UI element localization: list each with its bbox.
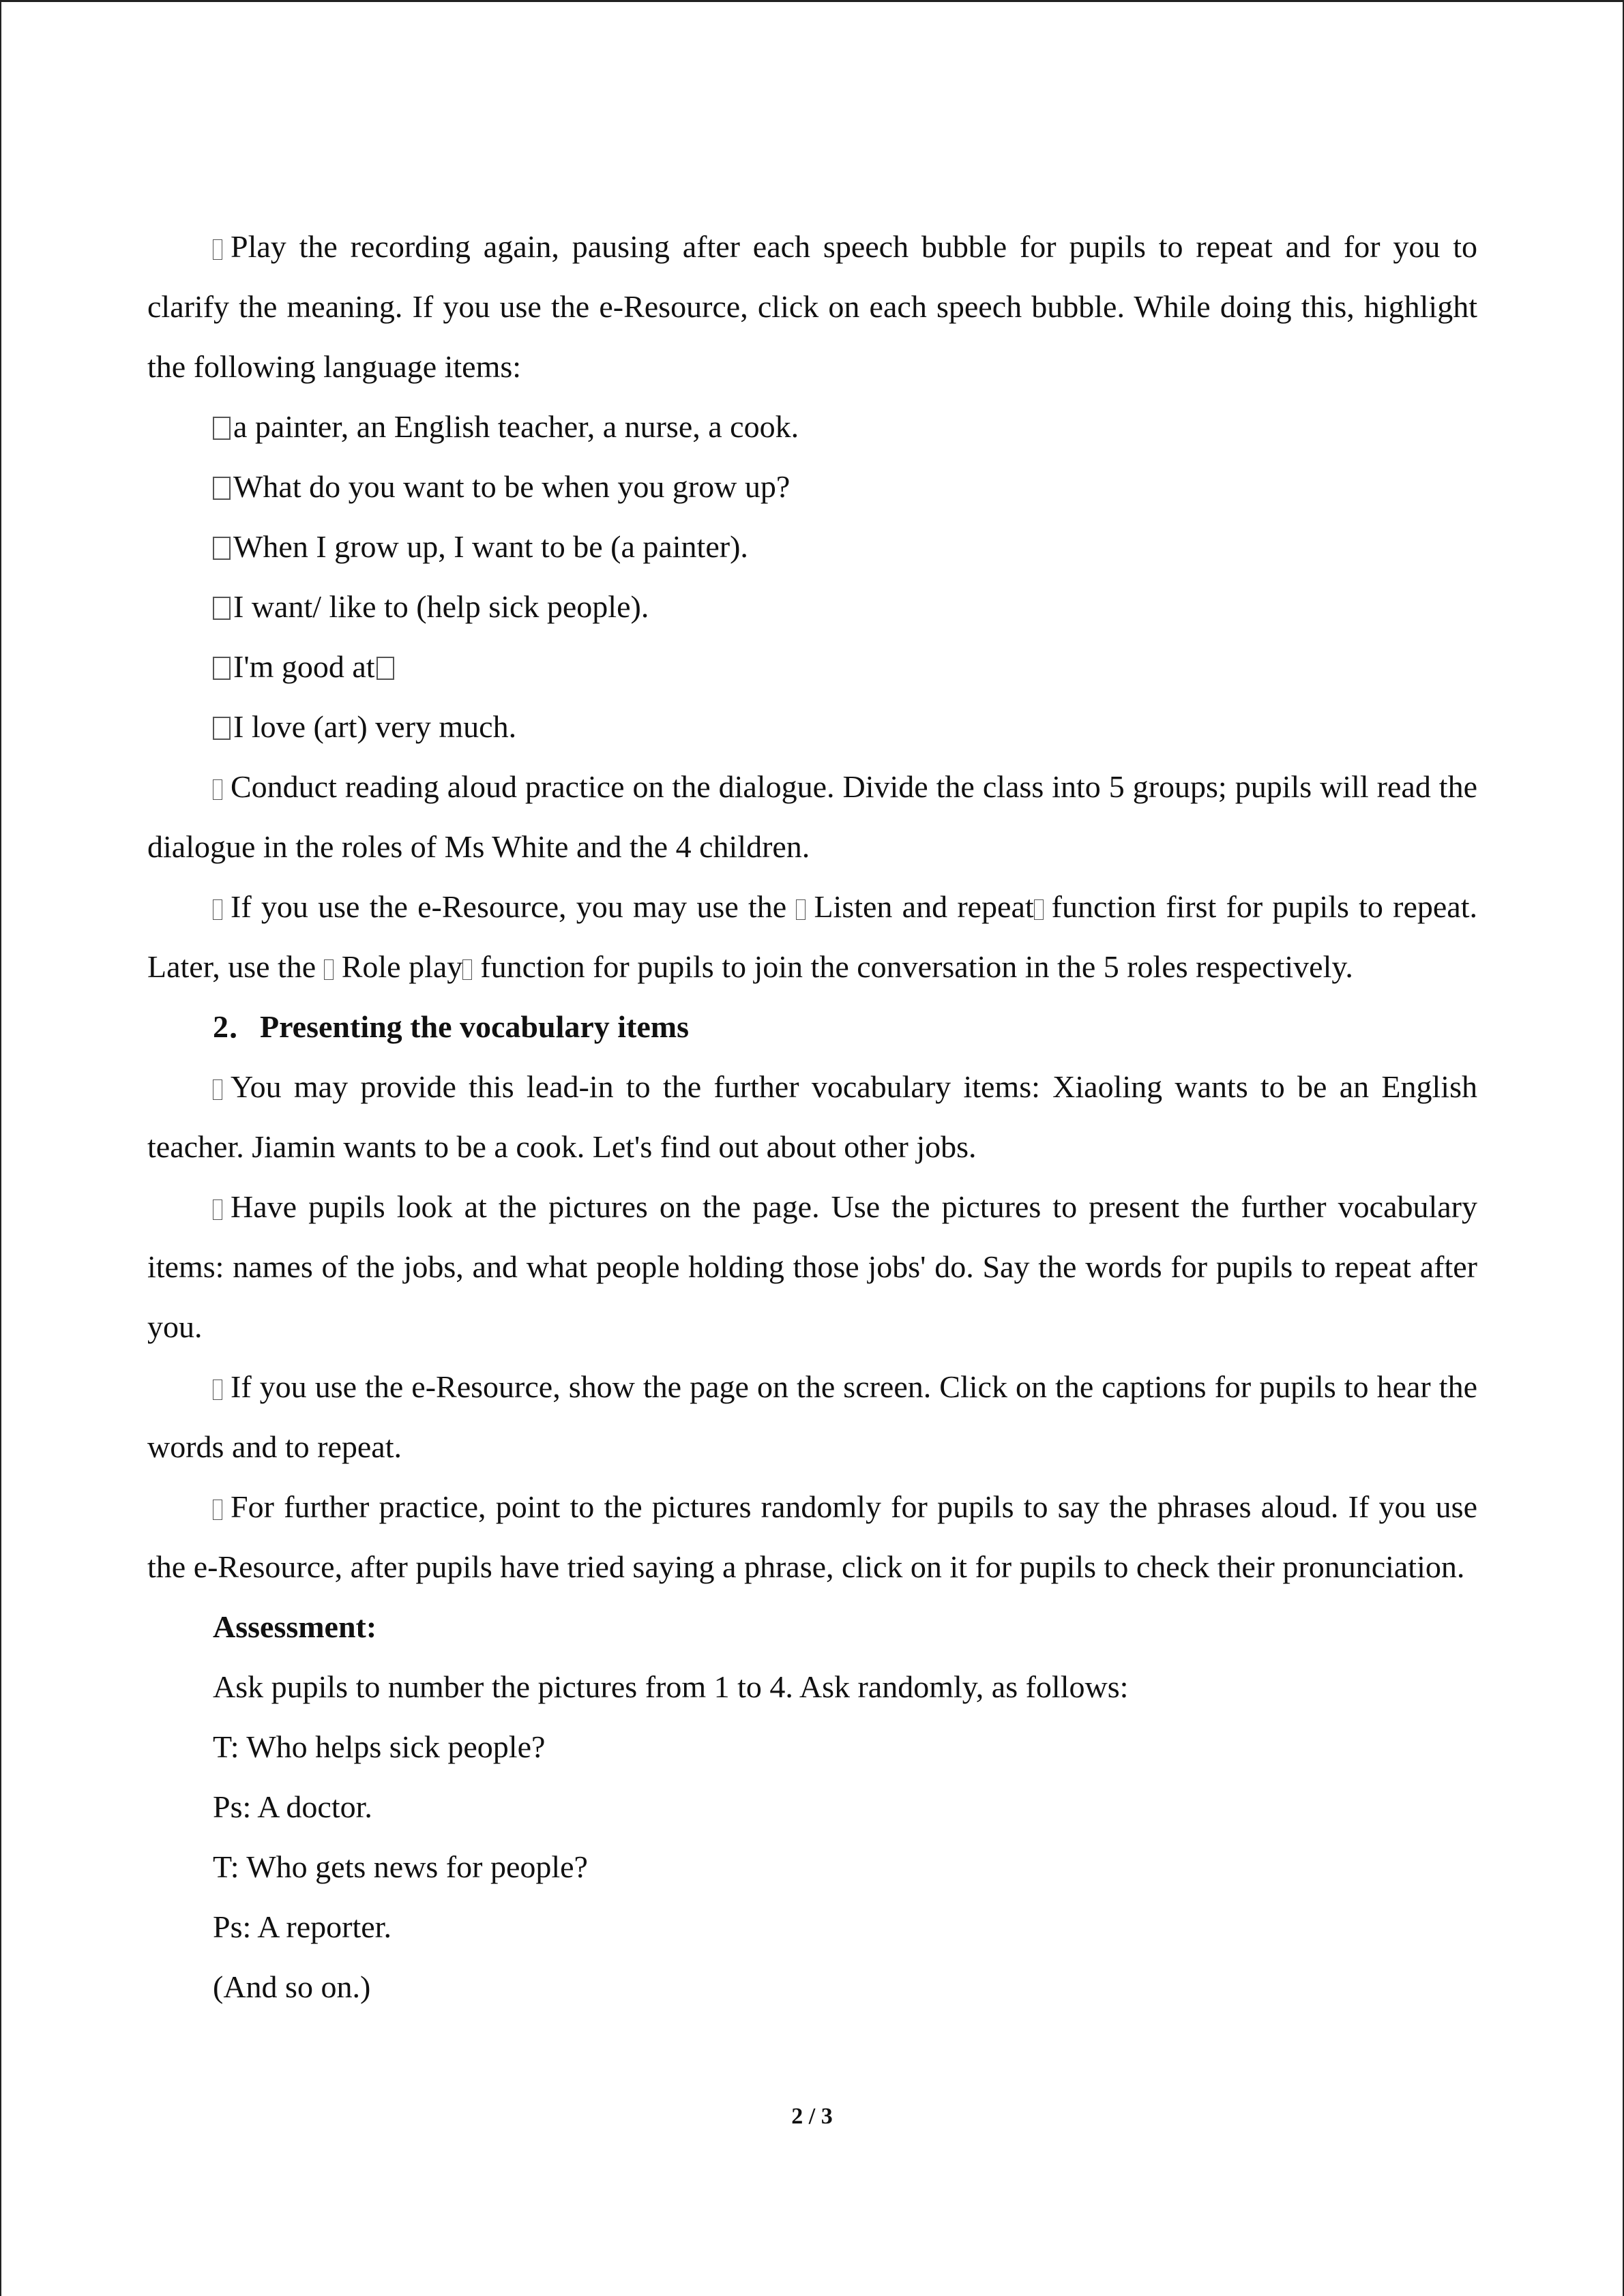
missing-glyph-icon (213, 417, 231, 440)
text-line: (And so on.) (213, 1969, 371, 2004)
language-item: I want/ like to (help sick people). (147, 577, 1477, 637)
missing-glyph-icon (213, 1079, 222, 1100)
text-line: Ps: A doctor. (213, 1789, 372, 1824)
bullet-paragraph: If you use the e-Resource, you may use the Listen and repeat function first for pupils to repeat. Later, use the Role play function for pupils to join the conversation in the 5 roles respectively. (147, 889, 1478, 984)
language-item: I love (art) very much. (147, 697, 1477, 757)
bullet-paragraph: Conduct reading aloud practice on the dialogue. Divide the class into 5 groups; pupils will read the dialogue in the roles of Ms White and the 4 children. (147, 769, 1477, 864)
missing-glyph-icon (213, 1500, 222, 1520)
text-line: Ask pupils to number the pictures from 1 to 4. Ask randomly, as follows: (213, 1669, 1129, 1704)
missing-glyph-icon (213, 597, 231, 620)
section-heading: 2．Presenting the vocabulary items (213, 1009, 690, 1044)
language-item: a painter, an English teacher, a nurse, a cook. (147, 397, 1477, 457)
missing-glyph-icon (213, 477, 231, 500)
text-line: T: Who helps sick people? (213, 1729, 546, 1764)
missing-glyph-icon (213, 239, 222, 260)
bullet-paragraph: For further practice, point to the pictures randomly for pupils to say the phrases aloud. If you use the e-Resource, after pupils have tried saying a phrase, click on it for pupils to check their pronunciation. (147, 1489, 1477, 1584)
missing-glyph-icon (213, 899, 222, 920)
missing-glyph-icon (1034, 899, 1044, 920)
bullet-paragraph: If you use the e-Resource, show the page on the screen. Click on the captions for pupils to hear the words and to repeat. (147, 1369, 1477, 1464)
page-number: 2 / 3 (791, 2104, 833, 2129)
missing-glyph-icon (324, 959, 334, 980)
bullet-paragraph: Have pupils look at the pictures on the page. Use the pictures to present the further vocabulary items: names of the jobs, and what people holding those jobs' do. Say the words for pupils to repeat after you. (147, 1189, 1477, 1344)
assessment-heading: Assessment: (213, 1609, 377, 1644)
missing-glyph-icon (462, 959, 472, 980)
language-item: When I grow up, I want to be (a painter). (147, 517, 1477, 577)
missing-glyph-icon (213, 657, 231, 680)
missing-glyph-icon (213, 1199, 222, 1220)
text-line: Ps: A reporter. (213, 1909, 392, 1944)
missing-glyph-icon (213, 537, 231, 560)
text-line: T: Who gets news for people? (213, 1849, 588, 1884)
missing-glyph-icon (213, 717, 231, 740)
document-body (147, 217, 1477, 2017)
missing-glyph-icon (213, 1380, 222, 1400)
missing-glyph-icon (377, 657, 394, 680)
language-item: What do you want to be when you grow up? (147, 457, 1477, 517)
bullet-paragraph: Play the recording again, pausing after each speech bubble for pupils to repeat and for you to clarify the meaning. If you use the e-Resource, click on each speech bubble. While doing this, highlight the following language items: (147, 229, 1477, 384)
missing-glyph-icon (213, 779, 222, 800)
missing-glyph-icon (796, 899, 806, 920)
bullet-paragraph: You may provide this lead-in to the further vocabulary items: Xiaoling wants to be an English teacher. Jiamin wants to be a cook. Let's find out about other jobs. (147, 1069, 1477, 1164)
language-item: I'm good at (147, 637, 1477, 697)
